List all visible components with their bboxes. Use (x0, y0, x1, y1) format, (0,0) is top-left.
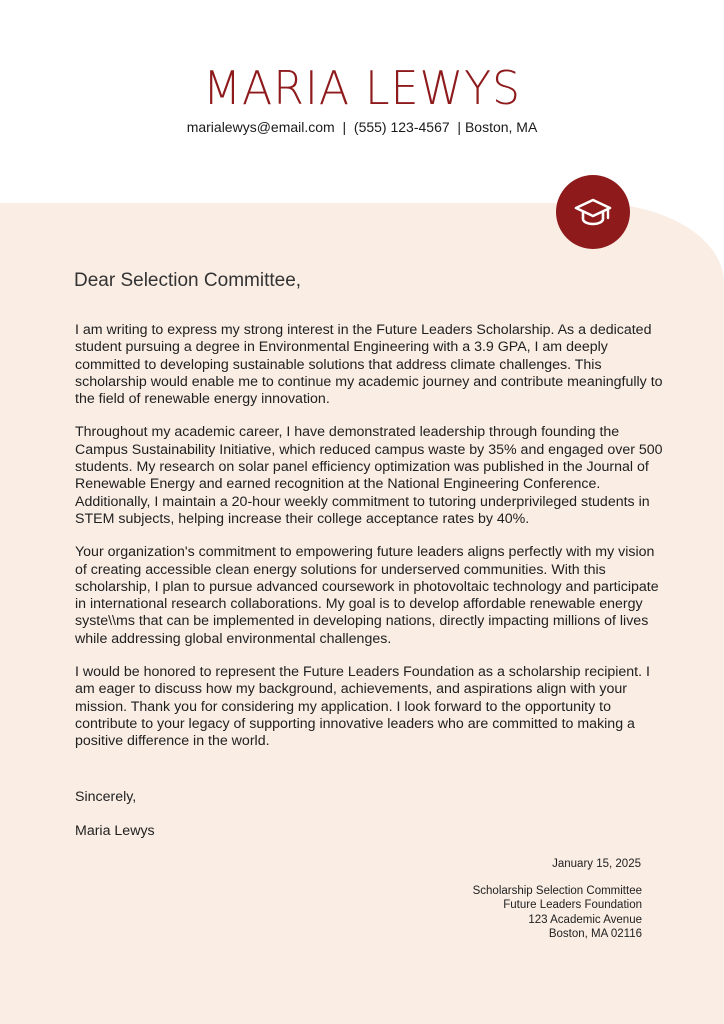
recipient-address (473, 884, 642, 942)
recipient-line: Scholarship Selection Committee (472, 885, 642, 897)
applicant-name: MARIA LEWYS (203, 61, 521, 115)
paragraph-goals: Your organization's commitment to empowering future leaders aligns perfectly with my vision of creating accessible clean energy solutions for underserved communities. With this scholarship, I plan to pursue advanced coursework in photovoltaic technology and participate in international research collaborations. My goal is to develop affordable renewable energy syste\\ms that can be implemented in developing nations, directly impacting millions of lives while addressing global environmental challenges. (75, 544, 659, 647)
graduation-cap-badge (556, 175, 630, 249)
letter-header (0, 0, 724, 205)
contact-line: marialewys@email.com | (555) 123-4567 | Boston, MA (186, 119, 538, 135)
paragraph-intro: I am writing to express my strong interest in the Future Leaders Scholarship. As a dedicated student pursuing a degree in Environmental Engineering with a 3.9 GPA, I am deeply committed to developing sustainable solutions that address climate challenges. This scholarship would enable me to continue my academic journey and contribute meaningfully to the field of renewable energy innovation. (75, 322, 663, 408)
recipient-line: 123 Academic Avenue (528, 913, 642, 926)
letter-date: January 15, 2025 (552, 858, 641, 870)
recipient-line: Future Leaders Foundation (503, 899, 642, 912)
letter-body (75, 322, 665, 767)
closing: Sincerely, (75, 789, 137, 805)
paragraph-conclusion: I would be honored to represent the Future Leaders Foundation as a scholarship recipient. I am eager to discuss how my background, achievements, and aspirations align with your mission. Thank you for considering my application. I look forward to the opportunity to contribute to your legacy of supporting innovative leaders who are committed to making a positive difference in the world. (75, 664, 650, 750)
salutation: Dear Selection Committee, (74, 270, 302, 291)
paragraph-achievements: Throughout my academic career, I have demonstrated leadership through founding the Campus Sustainability Initiative, which reduced campus waste by 35% and engaged over 500 students. My research on solar panel efficiency optimization was published in the Journal of Renewable Energy and earned recognition at the National Engineering Conference. Additionally, I maintain a 20-hour weekly commitment to tutoring underprivileged students in STEM subjects, helping increase their college acceptance rates by 40%. (75, 424, 663, 527)
signature: Maria Lewys (75, 823, 155, 839)
graduation-cap-icon (572, 191, 614, 233)
recipient-line: Boston, MA 02116 (548, 928, 642, 941)
